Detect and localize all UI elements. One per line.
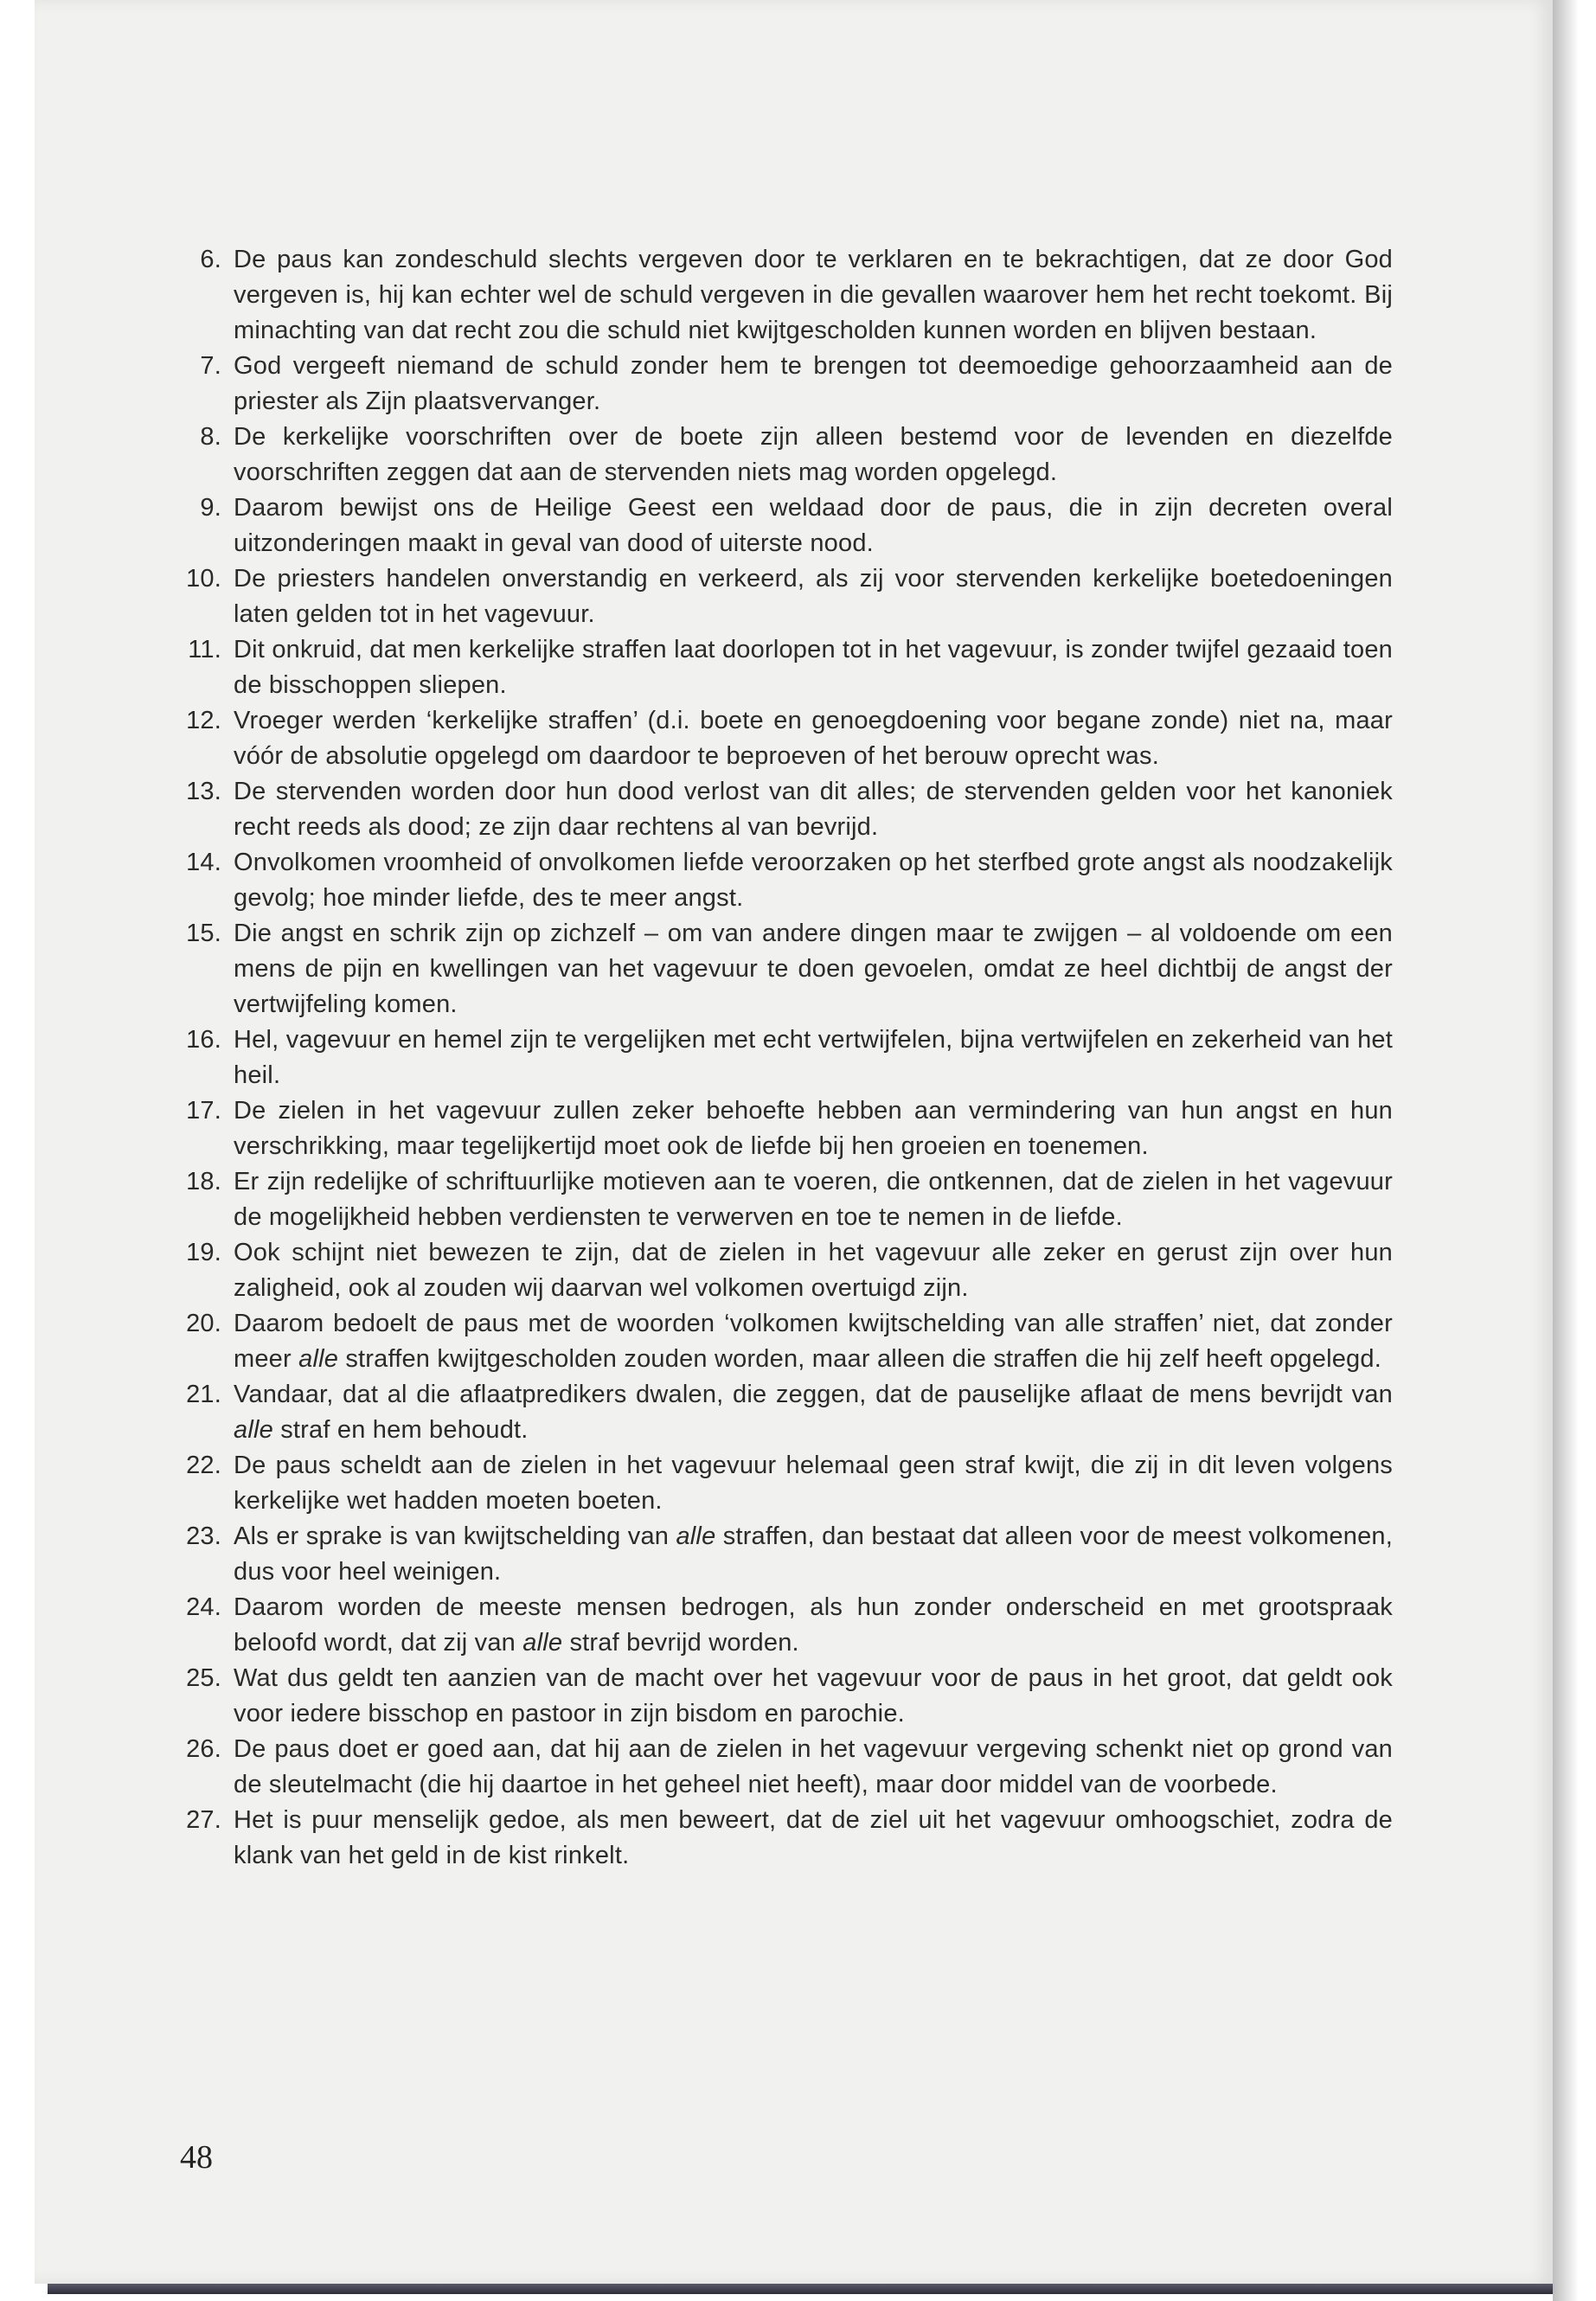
thesis-number: 6. [200,246,221,273]
thesis-text: Die angst en schrik zijn op zichzelf – om van andere dingen maar te zwijgen – al voldoende om een mens de pijn en kwellingen van het vagevuur te doen gevoelen, omdat ze heel dichtbij de angst der vertwijfeling komen. [234,920,1393,1018]
thesis-item [173,1448,1393,1519]
thesis-text: straf en hem behoudt. [272,1416,529,1444]
thesis-text: De priesters handelen onverstandig en verkeerd, als zij voor stervenden kerkelijke boetedoeningen laten gelden tot in het vagevuur. [234,565,1393,628]
thesis-text: Vroeger werden ‘kerkelijke straffen’ (d.i. boete en genoegdoening voor begane zonde) niet na, maar vóór de absolutie opgelegd om daardoor te beproeven of het berouw oprecht was. [234,707,1393,770]
thesis-emphasis: alle [522,1629,563,1657]
thesis-item [173,1093,1393,1164]
thesis-item [173,490,1393,561]
thesis-number: 10. [186,565,221,593]
thesis-number: 13. [186,778,221,805]
thesis-item [173,1732,1393,1803]
thesis-number: 25. [186,1664,221,1692]
thesis-emphasis: alle [298,1345,339,1373]
thesis-item [173,420,1393,490]
thesis-item [173,561,1393,632]
thesis-number: 15. [186,920,221,947]
thesis-text: straffen, dan bestaat dat alleen voor de meest volkomenen, dus voor heel weinigen. [234,1522,1393,1586]
thesis-item [173,632,1393,703]
thesis-number: 11. [188,636,221,663]
thesis-number: 17. [186,1097,221,1125]
thesis-number: 27. [186,1806,221,1834]
thesis-item [173,1022,1393,1093]
thesis-emphasis: alle [234,1416,273,1444]
thesis-text: De paus doet er goed aan, dat hij aan de zielen in het vagevuur vergeving schenkt niet op grond van de sleutelmacht (die hij daartoe in het geheel niet heeft), maar door middel van de voorbede. [234,1735,1393,1798]
thesis-number: 7. [200,352,221,380]
thesis-text: straffen kwijtgescholden zouden worden, maar alleen die straffen die hij zelf heeft opgelegd. [338,1345,1381,1373]
thesis-text: De stervenden worden door hun dood verlost van dit alles; de stervenden gelden voor het kanoniek recht reeds als dood; ze zijn daar rechtens al van bevrijd. [234,778,1393,841]
thesis-text: straf bevrijd worden. [562,1629,799,1657]
thesis-item [173,916,1393,1022]
page-number: 48 [180,2139,213,2176]
thesis-item [173,845,1393,916]
thesis-text: God vergeeft niemand de schuld zonder hem te brengen tot deemoedige gehoorzaamheid aan de priester als Zijn plaatsvervanger. [234,352,1393,415]
thesis-number: 18. [186,1168,221,1195]
thesis-item [173,349,1393,420]
thesis-number: 14. [186,849,221,876]
thesis-text: Daarom bewijst ons de Heilige Geest een weldaad door de paus, die in zijn decreten overal uitzonderingen maakt in geval van dood of uiterste nood. [234,494,1393,557]
thesis-text: Het is puur menselijk gedoe, als men beweert, dat de ziel uit het vagevuur omhoogschiet, zodra de klank van het geld in de kist rinkelt. [234,1806,1393,1869]
thesis-item [173,774,1393,845]
thesis-item [173,1377,1393,1448]
page-edge-shadow [1553,0,1596,2301]
thesis-item [173,1661,1393,1732]
thesis-text: Ook schijnt niet bewezen te zijn, dat de zielen in het vagevuur alle zeker en gerust zijn over hun zaligheid, ook al zouden wij daarvan wel volkomen overtuigd zijn. [234,1239,1393,1302]
thesis-number: 22. [186,1452,221,1479]
thesis-item [173,1590,1393,1661]
thesis-text: Onvolkomen vroomheid of onvolkomen liefde veroorzaken op het sterfbed grote angst als noodzakelijk gevolg; hoe minder liefde, des te meer angst. [234,849,1393,912]
thesis-item [173,1803,1393,1874]
thesis-item [173,1519,1393,1590]
thesis-number: 23. [186,1522,221,1550]
thesis-item [173,1164,1393,1235]
thesis-number: 26. [186,1735,221,1763]
thesis-text: Daarom worden de meeste mensen bedrogen, als hun zonder onderscheid en met grootspraak beloofd wordt, dat zij van [234,1593,1393,1657]
thesis-emphasis: alle [676,1522,716,1550]
thesis-text: Dit onkruid, dat men kerkelijke straffen laat doorlopen tot in het vagevuur, is zonder twijfel gezaaid toen de bisschoppen sliepen. [234,636,1393,699]
thesis-number: 21. [186,1381,221,1408]
theses-list [173,242,1393,1874]
thesis-number: 24. [186,1593,221,1621]
thesis-text: Hel, vagevuur en hemel zijn te vergelijken met echt vertwijfelen, bijna vertwijfelen en zekerheid van het heil. [234,1026,1393,1089]
thesis-number: 19. [186,1239,221,1266]
thesis-text: De paus kan zondeschuld slechts vergeven door te verklaren en te bekrachtigen, dat ze door God vergeven is, hij kan echter wel de schuld vergeven in die gevallen waarover hem het recht toekomt. Bij minachting van dat recht zou die schuld niet kwijtgescholden kunnen worden en blijven bestaan. [234,246,1393,344]
thesis-number: 8. [200,423,221,451]
thesis-item [173,1235,1393,1306]
thesis-number: 16. [186,1026,221,1054]
thesis-text: De kerkelijke voorschriften over de boete zijn alleen bestemd voor de levenden en diezelfde voorschriften zeggen dat aan de stervenden niets mag worden opgelegd. [234,423,1393,486]
thesis-text: De zielen in het vagevuur zullen zeker behoefte hebben aan vermindering van hun angst en hun verschrikking, maar tegelijkertijd moet ook de liefde bij hen groeien en toenemen. [234,1097,1393,1160]
thesis-number: 12. [186,707,221,734]
thesis-item [173,1306,1393,1377]
thesis-item [173,242,1393,349]
thesis-text: Daarom bedoelt de paus met de woorden ‘volkomen kwijtschelding van alle straffen’ niet, dat zonder meer [234,1310,1393,1373]
thesis-text: Vandaar, dat al die aflaatpredikers dwalen, die zeggen, dat de pauselijke aflaat de mens bevrijdt van [234,1381,1393,1408]
thesis-item [173,703,1393,774]
thesis-text: Als er sprake is van kwijtschelding van [234,1522,676,1550]
thesis-text: Er zijn redelijke of schriftuurlijke motieven aan te voeren, die ontkennen, dat de zielen in het vagevuur de mogelijkheid hebben verdiensten te verwerven en toe te nemen in de liefde. [234,1168,1393,1231]
book-bottom-edge [48,2284,1553,2294]
thesis-number: 20. [186,1310,221,1337]
thesis-text: De paus scheldt aan de zielen in het vagevuur helemaal geen straf kwijt, die zij in dit leven volgens kerkelijke wet hadden moeten boeten. [234,1452,1393,1515]
thesis-text: Wat dus geldt ten aanzien van de macht over het vagevuur voor de paus in het groot, dat geldt ook voor iedere bisschop en pastoor in zijn bisdom en parochie. [234,1664,1393,1727]
thesis-number: 9. [200,494,221,522]
